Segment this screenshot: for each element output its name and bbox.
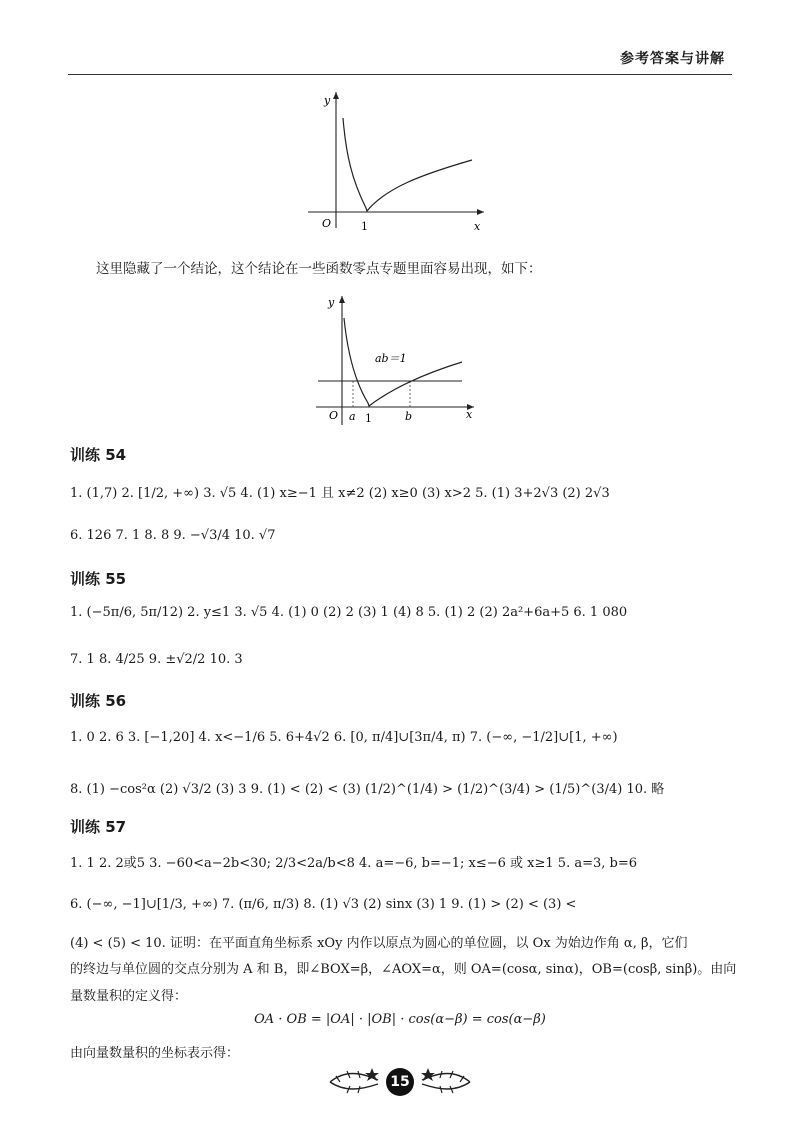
y-axis-label: y	[328, 296, 335, 309]
a-label: a	[349, 410, 356, 423]
header-rule	[68, 74, 732, 75]
origin-label: O	[322, 217, 332, 230]
dot-product-formula: OA · OB = |OA| · |OB| · cos(α−β) = cos(α−β)	[254, 1012, 546, 1027]
answer-line: 1. 0 2. 6 3. [−1,20] 4. x<−1/6 5. 6+4√2 6. [0, π/4]∪[3π/4, π) 7. (−∞, −1/2]∪[1, +∞)	[70, 730, 618, 745]
closing-text: 由向量数量积的坐标表示得：	[70, 1046, 240, 1061]
section-title-57: 训练 57	[70, 818, 127, 836]
annotation-ab: ab＝1	[375, 352, 407, 365]
one-label: 1	[365, 412, 372, 425]
answer-line: 1. (−5π/6, 5π/12) 2. y≤1 3. √5 4. (1) 0 (2) 2 (3) 1 (4) 8 5. (1) 2 (2) 2a²+6a+5 6. 1 080	[70, 605, 628, 620]
x-axis-label: x	[466, 408, 473, 421]
answer-line: (4) < (5) < 10. 证明：在平面直角坐标系 xOy 内作以原点为圆心的单位圆，以 Ox 为始边作角 α, β，它们	[70, 936, 688, 951]
graph-log-abs	[0, 80, 800, 320]
y-axis-arrow-icon	[333, 92, 339, 99]
answer-line: 6. (−∞, −1]∪[1/3, +∞) 7. (π/6, π/3) 8. (1) √3 (2) sinx (3) 1 9. (1) > (2) < (3) <	[70, 897, 577, 912]
page-header-title: 参考答案与讲解	[620, 51, 725, 67]
curve	[343, 118, 472, 211]
answer-line: 量数量积的定义得：	[70, 989, 188, 1004]
intro-paragraph: 这里隐藏了一个结论，这个结论在一些函数零点专题里面容易出现，如下：	[96, 261, 542, 277]
answer-line: 6. 126 7. 1 8. 8 9. −√3/4 10. √7	[70, 528, 276, 543]
origin-label: O	[329, 409, 339, 422]
section-title-55: 训练 55	[70, 570, 127, 588]
answer-line: 的终边与单位圆的交点分别为 A 和 B，即∠BOX=β，∠AOX=α，则 OA=(cosα, sinα)，OB=(cosβ, sinβ)。由向	[70, 962, 737, 977]
tick-label-one: 1	[361, 220, 368, 233]
section-title-54: 训练 54	[70, 446, 127, 464]
page-number: 15	[386, 1068, 414, 1096]
graph-zero-points	[0, 290, 800, 440]
x-axis-arrow-icon	[477, 209, 484, 215]
x-axis-label: x	[474, 220, 481, 233]
y-axis-arrow-icon	[339, 296, 345, 303]
answer-line: 7. 1 8. 4/25 9. ±√2/2 10. 3	[70, 652, 243, 667]
b-label: b	[405, 410, 413, 423]
answer-line: 8. (1) −cos²α (2) √3/2 (3) 3 9. (1) < (2) < (3) (1/2)^(1/4) > (1/2)^(3/4) > (1/5)^(3/4) 10. 略	[70, 782, 665, 797]
section-title-56: 训练 56	[70, 692, 127, 710]
answer-line: 1. 1 2. 2或5 3. −60<a−2b<30; 2/3<2a/b<8 4. a=−6, b=−1; x≤−6 或 x≥1 5. a=3, b=6	[70, 856, 638, 871]
answer-line: 1. (1,7) 2. [1/2, +∞) 3. √5 4. (1) x≥−1 且 x≠2 (2) x≥0 (3) x>2 5. (1) 3+2√3 (2) 2√3	[70, 486, 610, 501]
y-axis-label: y	[324, 94, 331, 107]
